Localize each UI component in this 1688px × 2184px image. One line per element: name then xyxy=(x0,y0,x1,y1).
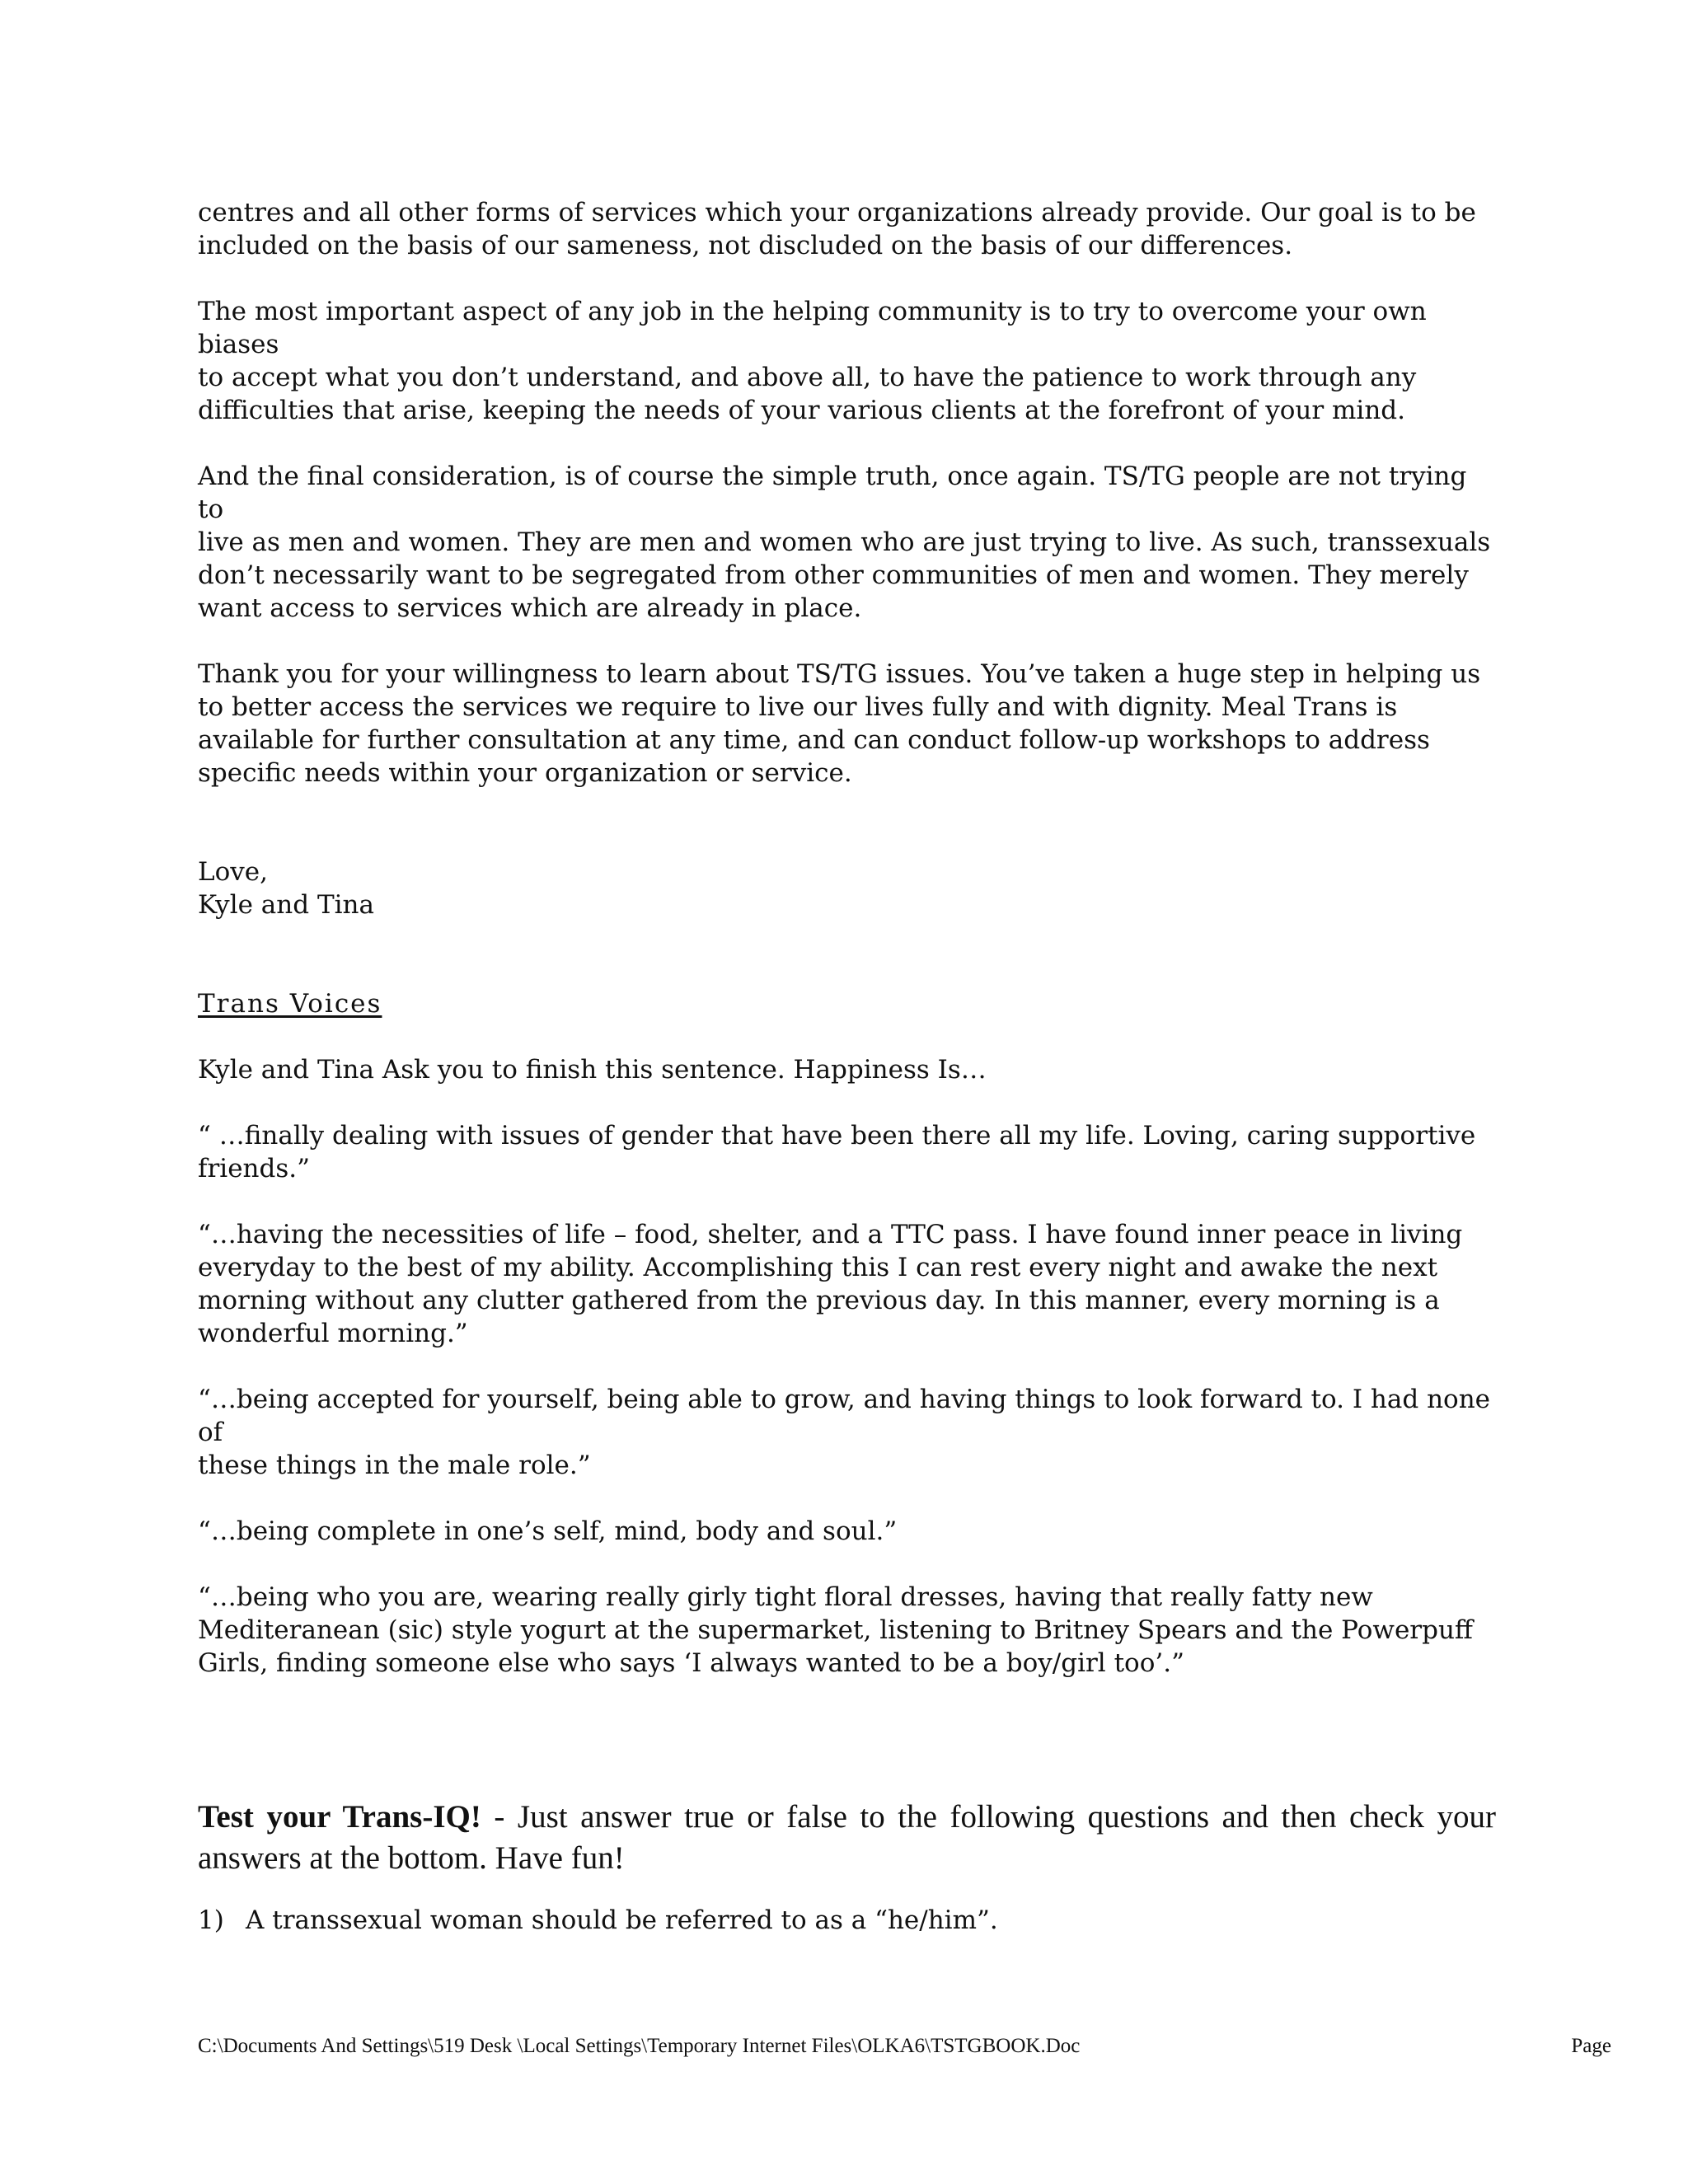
quiz-section xyxy=(198,1797,1496,1937)
quote-item: “ …finally dealing with issues of gender that have been there all my life. Loving, caring supportive friends.” xyxy=(198,1121,1476,1183)
paragraph-helping-community: The most important aspect of any job in the helping community is to try to overcome your own biases to accept what you don’t understand, and above all, to have the patience to work through any difficulties that arise, keeping the needs of your various clients at the forefront of your mind. xyxy=(198,297,1427,425)
quote-item: “…being accepted for yourself, being able to grow, and having things to look forward to. I had none of these things in the male role.” xyxy=(198,1385,1491,1480)
signoff: Love, Kyle and Tina xyxy=(198,857,374,920)
quiz-question xyxy=(198,1904,1496,1937)
quiz-instructions: - Just answer true or false to the following questions and then check your answers at the bottom. Have fun! xyxy=(198,1799,1496,1876)
file-path: C:\Documents And Settings\519 Desk \Local Settings\Temporary Internet Files\OLKA6\TSTGBOOK.Doc xyxy=(198,2035,1081,2057)
paragraph-final-consideration: And the final consideration, is of course the simple truth, once again. TS/TG people are not trying to live as men and women. They are men and women who are just trying to live. As such, transsexuals don’t necessarily want to be segregated from other communities of men and women. They merely want access to services which are already in place. xyxy=(198,462,1491,623)
question-text: A transsexual woman should be referred to as a “he/him”. xyxy=(246,1905,998,1935)
trans-voices-intro: Kyle and Tina Ask you to finish this sentence. Happiness Is… xyxy=(198,1055,987,1085)
question-number: 1) xyxy=(198,1905,224,1935)
trans-voices-heading: Trans Voices xyxy=(198,989,382,1019)
quiz-title: Test your Trans-IQ! xyxy=(198,1799,481,1835)
spacer xyxy=(198,954,1500,987)
quote-item: “…having the necessities of life – food, shelter, and a TTC pass. I have found inner peace in living everyday to the best of my ability. Accomplishing this I can rest every night and awake the next morning without any clutter gathered from the previous day. In this manner, every morning is a wonderful morning.” xyxy=(198,1220,1463,1348)
quote-item: “…being complete in one’s self, mind, body and soul.” xyxy=(198,1516,898,1546)
paragraph-services: centres and all other forms of services which your organizations already provide. Our goal is to be included on the basis of our sameness, not discluded on the basis of our differences. xyxy=(198,198,1476,260)
document-body xyxy=(198,196,1500,1680)
spacer xyxy=(198,823,1500,855)
quiz-intro xyxy=(198,1797,1496,1879)
quote-item: “…being who you are, wearing really girly tight floral dresses, having that really fatty new Mediteranean (sic) style yogurt at the supermarket, listening to Britney Spears and the Powerpuff Girls, finding someone else who says ‘I always wanted to be a boy/girl too’.” xyxy=(198,1582,1473,1678)
page-footer xyxy=(198,2034,1611,2059)
paragraph-thank-you: Thank you for your willingness to learn about TS/TG issues. You’ve taken a huge step in helping us to better access the services we require to live our lives fully and with dignity. Meal Trans is available for further consultation at any time, and can conduct follow-up workshops to address specific needs within your organization or service. xyxy=(198,659,1481,788)
page-label: Page xyxy=(1571,2035,1611,2057)
